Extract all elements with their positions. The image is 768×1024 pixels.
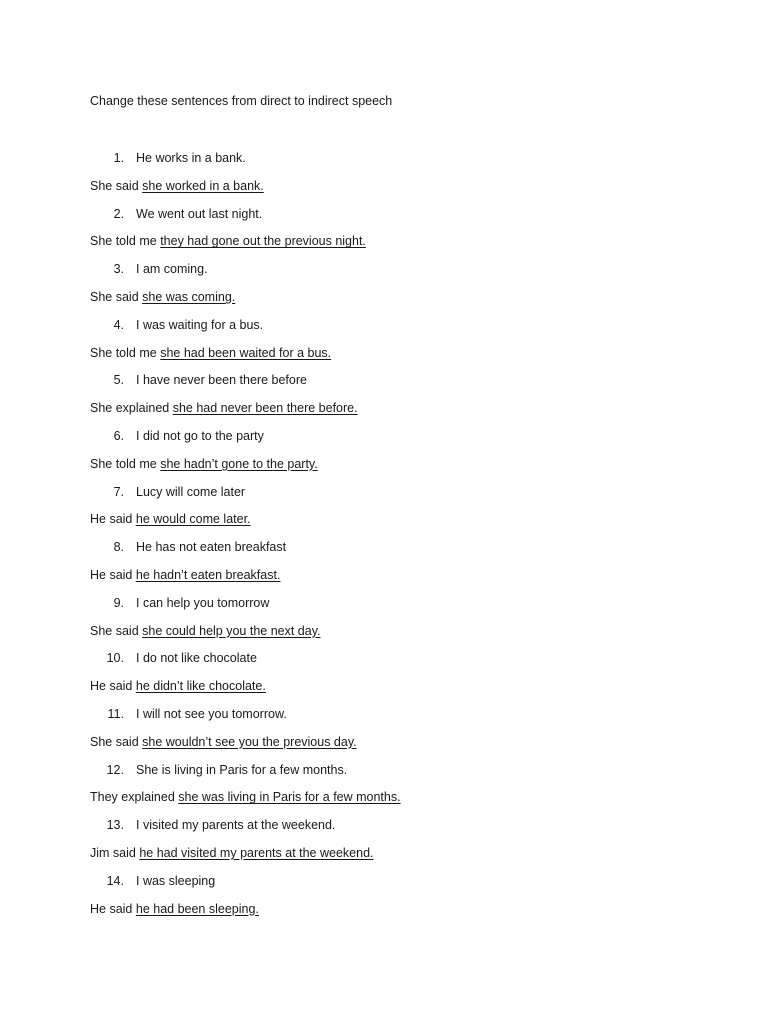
answer-prefix: Jim said — [90, 845, 136, 860]
answer-line — [90, 287, 235, 307]
question-row — [0, 426, 768, 454]
question-row — [0, 593, 768, 621]
answer-row — [0, 899, 768, 927]
question-row — [0, 760, 768, 788]
answer-text: he didn’t like chocolate. — [135, 679, 266, 694]
question-number: 14. — [106, 873, 124, 888]
answer-line — [90, 732, 357, 752]
answer-prefix: She said — [90, 178, 139, 193]
answer-line — [90, 176, 264, 196]
answer-text: he had visited my parents at the weekend. — [139, 845, 374, 860]
answer-row — [0, 287, 768, 315]
answer-prefix: He said — [90, 901, 133, 916]
answer-line — [90, 621, 321, 641]
question-row — [0, 482, 768, 510]
answer-prefix: She told me — [90, 456, 157, 471]
answer-prefix: They explained — [90, 790, 175, 805]
question-number: 9. — [113, 595, 124, 610]
answer-text: he hadn’t eaten breakfast. — [135, 567, 281, 582]
answer-line — [90, 899, 259, 919]
question-number: 4. — [113, 317, 124, 332]
answer-row — [0, 343, 768, 371]
answer-prefix: She told me — [90, 234, 157, 249]
question-row — [0, 537, 768, 565]
question-number: 1. — [113, 151, 124, 165]
question-text: I was sleeping — [136, 873, 216, 888]
question-number: 8. — [113, 540, 124, 555]
answer-row — [0, 787, 768, 815]
answer-text: she hadn’t gone to the party. — [160, 456, 318, 471]
answer-prefix: She said — [90, 734, 139, 749]
question-number: 3. — [113, 262, 124, 277]
question-text: I was waiting for a bus. — [136, 317, 264, 332]
answer-prefix: She explained — [90, 401, 170, 416]
answer-text: she had been waited for a bus. — [160, 345, 332, 360]
answer-text: he would come later. — [135, 512, 251, 527]
answer-row — [0, 843, 768, 871]
question-number: 7. — [113, 484, 124, 499]
question-number: 13. — [106, 818, 124, 833]
answer-row — [0, 176, 768, 204]
question-text: He has not eaten breakfast — [136, 540, 287, 555]
answer-text: she could help you the next day. — [142, 623, 321, 638]
question-text: He works in a bank. — [136, 151, 246, 165]
answer-prefix: He said — [90, 567, 133, 582]
question-row — [0, 704, 768, 732]
answer-prefix: He said — [90, 679, 133, 694]
answer-text: she was living in Paris for a few months. — [178, 790, 401, 805]
question-text: I can help you tomorrow — [136, 595, 270, 610]
answer-line — [90, 565, 280, 585]
question-text: I have never been there before — [136, 373, 307, 388]
answer-text: he had been sleeping. — [135, 901, 259, 916]
question-text: We went out last night. — [136, 206, 263, 221]
exercise-list — [0, 148, 768, 926]
answer-prefix: He said — [90, 512, 133, 527]
answer-text: she wouldn’t see you the previous day. — [142, 734, 357, 749]
answer-row — [0, 398, 768, 426]
answer-text: they had gone out the previous night. — [160, 234, 366, 249]
question-row — [0, 148, 768, 176]
answer-line — [90, 843, 374, 863]
question-text: I will not see you tomorrow. — [136, 706, 287, 721]
page-title: Change these sentences from direct to indirect speech — [90, 94, 393, 108]
question-number: 5. — [113, 373, 124, 388]
answer-line — [90, 676, 266, 696]
answer-text: she worked in a bank. — [142, 178, 264, 193]
question-row — [0, 648, 768, 676]
answer-row — [0, 565, 768, 593]
answer-line — [90, 454, 318, 474]
question-number: 11. — [107, 706, 124, 721]
answer-text: she had never been there before. — [172, 401, 358, 416]
question-row — [0, 370, 768, 398]
answer-row — [0, 732, 768, 760]
question-number: 12. — [106, 762, 124, 777]
answer-row — [0, 231, 768, 259]
question-row — [0, 315, 768, 343]
answer-row — [0, 509, 768, 537]
answer-prefix: She told me — [90, 345, 157, 360]
answer-line — [90, 509, 251, 529]
question-text: I visited my parents at the weekend. — [136, 818, 336, 833]
answer-prefix: She said — [90, 623, 139, 638]
question-text: I do not like chocolate — [136, 651, 257, 666]
question-row — [0, 204, 768, 232]
answer-text: she was coming. — [142, 289, 236, 304]
answer-row — [0, 621, 768, 649]
answer-line — [90, 398, 358, 418]
question-row — [0, 815, 768, 843]
question-number: 6. — [113, 428, 124, 443]
answer-row — [0, 676, 768, 704]
question-text: She is living in Paris for a few months. — [136, 762, 348, 777]
question-row — [0, 871, 768, 899]
answer-prefix: She said — [90, 289, 139, 304]
answer-line — [90, 787, 401, 807]
question-number: 10. — [106, 651, 124, 666]
answer-row — [0, 454, 768, 482]
answer-line — [90, 343, 331, 363]
question-text: Lucy will come later — [136, 484, 246, 499]
question-text: I did not go to the party — [136, 428, 264, 443]
question-text: I am coming. — [136, 262, 208, 277]
question-row — [0, 259, 768, 287]
answer-line — [90, 231, 366, 251]
question-number: 2. — [113, 206, 124, 221]
